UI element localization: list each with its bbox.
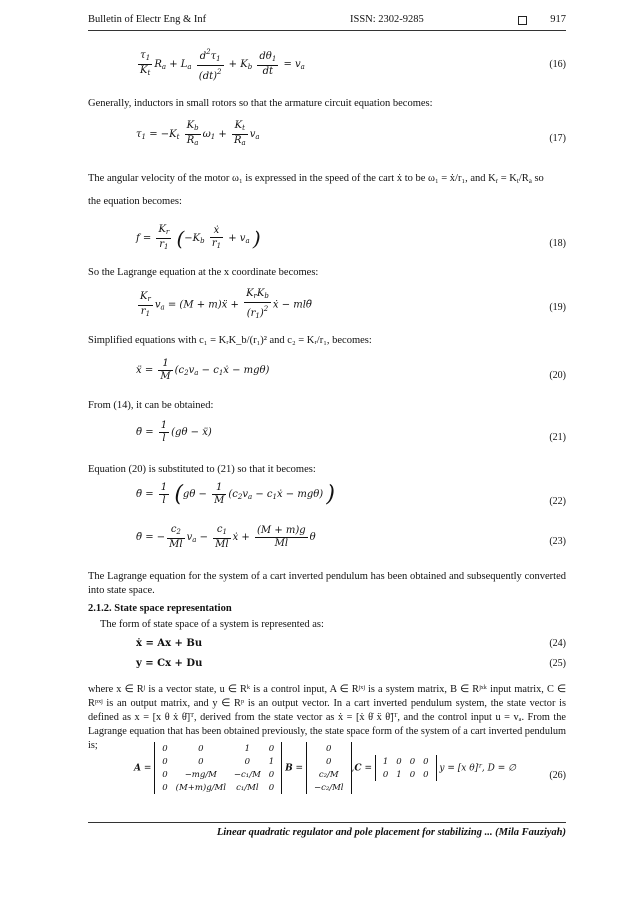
equation-23: θ̈ = − $\frac{c_2}{Ml}$ $v_a$ − $\frac{c_1}{Ml}$ ẋ + $\frac{(M + m)g}{Ml}$ θ (23): [136, 524, 566, 550]
equation-number: (26): [549, 770, 566, 781]
checkbox-icon: [518, 16, 527, 25]
equation-19: $\frac{K_r}{r_1}$ $v_a = (M$ + m)ẍ + $\frac{K_rK_b}{(r_1)^2}$ ẋ − mlθ̈ (19): [140, 288, 566, 320]
paragraph: The Lagrange equation for the system of a cart inverted pendulum has been obtained and subsequently converted into state space.: [88, 571, 566, 596]
paragraph: From (14), it can be obtained:: [88, 400, 214, 411]
matrix-tail: y = [x θ]ᵀ, D = ∅: [439, 763, 516, 774]
equation-26: A = 0 0 1 0 0 0 0 1 0 −mg/M −c₁/M 0 0 (M+m)g/Ml c₁/Ml 0 B = 0 0 c₂/M −c₂/Ml ,C = 1 0 0 0 0 1 0 0 y = [x θ]ᵀ, D = ∅ (26): [134, 743, 566, 793]
matrix-c: 1 0 0 0 0 1 0 0: [375, 755, 437, 781]
section-heading: 2.1.2. State space representation: [88, 603, 232, 614]
paragraph-text: The angular velocity of the motor ω₁ is expressed in the speed of the cart ẋ to be ω₁ = ẋ/r₁, and K: [88, 173, 496, 184]
equation-number: (24): [549, 638, 566, 649]
equation-24: [0, 634, 638, 654]
equation-number: (21): [549, 432, 566, 443]
paragraph: So the Lagrange equation at the x coordinate becomes:: [88, 267, 319, 278]
matrix-a: 0 0 1 0 0 0 0 1 0 −mg/M −c₁/M 0 0 (M+m)g/Ml c₁/Ml 0: [154, 742, 282, 794]
issn: ISSN: 2302-9285: [350, 14, 424, 25]
equation-20: ẍ = $\frac{1}{M}$ ($c_2v_a$ − $c_1ẋ - mg\theta$) (20): [136, 358, 566, 382]
paragraph: where x ∈ Rʲ is a vector state, u ∈ Rᵏ is a control input, A ∈ Rʲˣʲ is a system matrix, B ∈ Rʲˣᵏ input matrix, C ∈ Rᵖˣʲ is an output matrix, and y ∈ Rᵖ is an output vector. In a cart inverted pendulum system, the state vector is defined as x = [x θ ẋ θ̇]ᵀ, derived from the state vector as ẋ = [ẋ θ̇ ẍ θ̈]ᵀ, and the control input u = vₐ. From the Lagrange equation that has been obtained previously, the state space form of the system of a cart inverted pendulum is;: [88, 684, 566, 751]
equation-text: ẋ = Ax + Bu: [136, 638, 203, 649]
equation-number: (20): [549, 370, 566, 381]
equation-number: (19): [549, 302, 566, 313]
running-header: [88, 10, 566, 31]
running-footer: Linear quadratic regulator and pole placement for stabilizing ... (Mila Fauziyah): [88, 822, 566, 838]
equation-number: (25): [549, 658, 566, 669]
paragraph: Generally, inductors in small rotors so that the armature circuit equation becomes:: [88, 98, 433, 109]
equation-25: [0, 654, 638, 674]
equation-number: (18): [549, 238, 566, 249]
matrix-b: 0 0 c₂/M −c₂/Ml: [306, 742, 352, 794]
paragraph: the equation becomes:: [88, 196, 182, 207]
journal-name: Bulletin of Electr Eng & Inf: [88, 14, 207, 25]
equation-number: (16): [549, 59, 566, 70]
paragraph: Simplified equations with c₁ = KᵣK_b/(r₁)² and c₂ = Kᵣ/r₁, becomes:: [88, 335, 372, 346]
equation-number: (17): [549, 133, 566, 144]
equation-18: f = $\frac{K_r}{r_1}$ ($-K_b$ $\frac{\text{ẋ}}{r_1}$ + $v_a$ ) (18): [136, 224, 566, 251]
page-number: 917: [550, 14, 566, 25]
paragraph: Equation (20) is substituted to (21) so that it becomes:: [88, 464, 316, 475]
equation-21: θ̈ = $\frac{1}{l}$ (gθ − ẍ) (21): [136, 420, 566, 444]
equation-text: y = Cx + Du: [136, 658, 203, 669]
equation-number: (23): [549, 536, 566, 547]
equation-17: $\tau_1 = -K_t$ $\frac{K_b}{R_a}$ $\omega_1$ + $\frac{K_t}{R_a}$ $v_a$ (17): [136, 120, 566, 147]
equation-16: $\frac{\tau_1}{K_t}$ $R_a + L_a$ $\frac{d^2\tau_1}{(dt)^2}$ + $K_b$ $\frac{d\theta_1}{dt}$ = $v_a$ (16): [140, 48, 566, 82]
paragraph: The angular velocity of the motor ω₁ is expressed in the speed of the cart ẋ to be ω₁ = ẋ/r₁, and $K_r = K_t/R_a$ so: [88, 173, 544, 185]
equation-number: (22): [549, 496, 566, 507]
equation-22: θ̈ = $\frac{1}{l}$ (gθ − $\frac{1}{M}$ ($c_2v_a$ − $c_1ẋ - mg\theta$) ) (22): [136, 482, 566, 507]
paragraph: The form of state space of a system is represented as:: [100, 619, 324, 630]
